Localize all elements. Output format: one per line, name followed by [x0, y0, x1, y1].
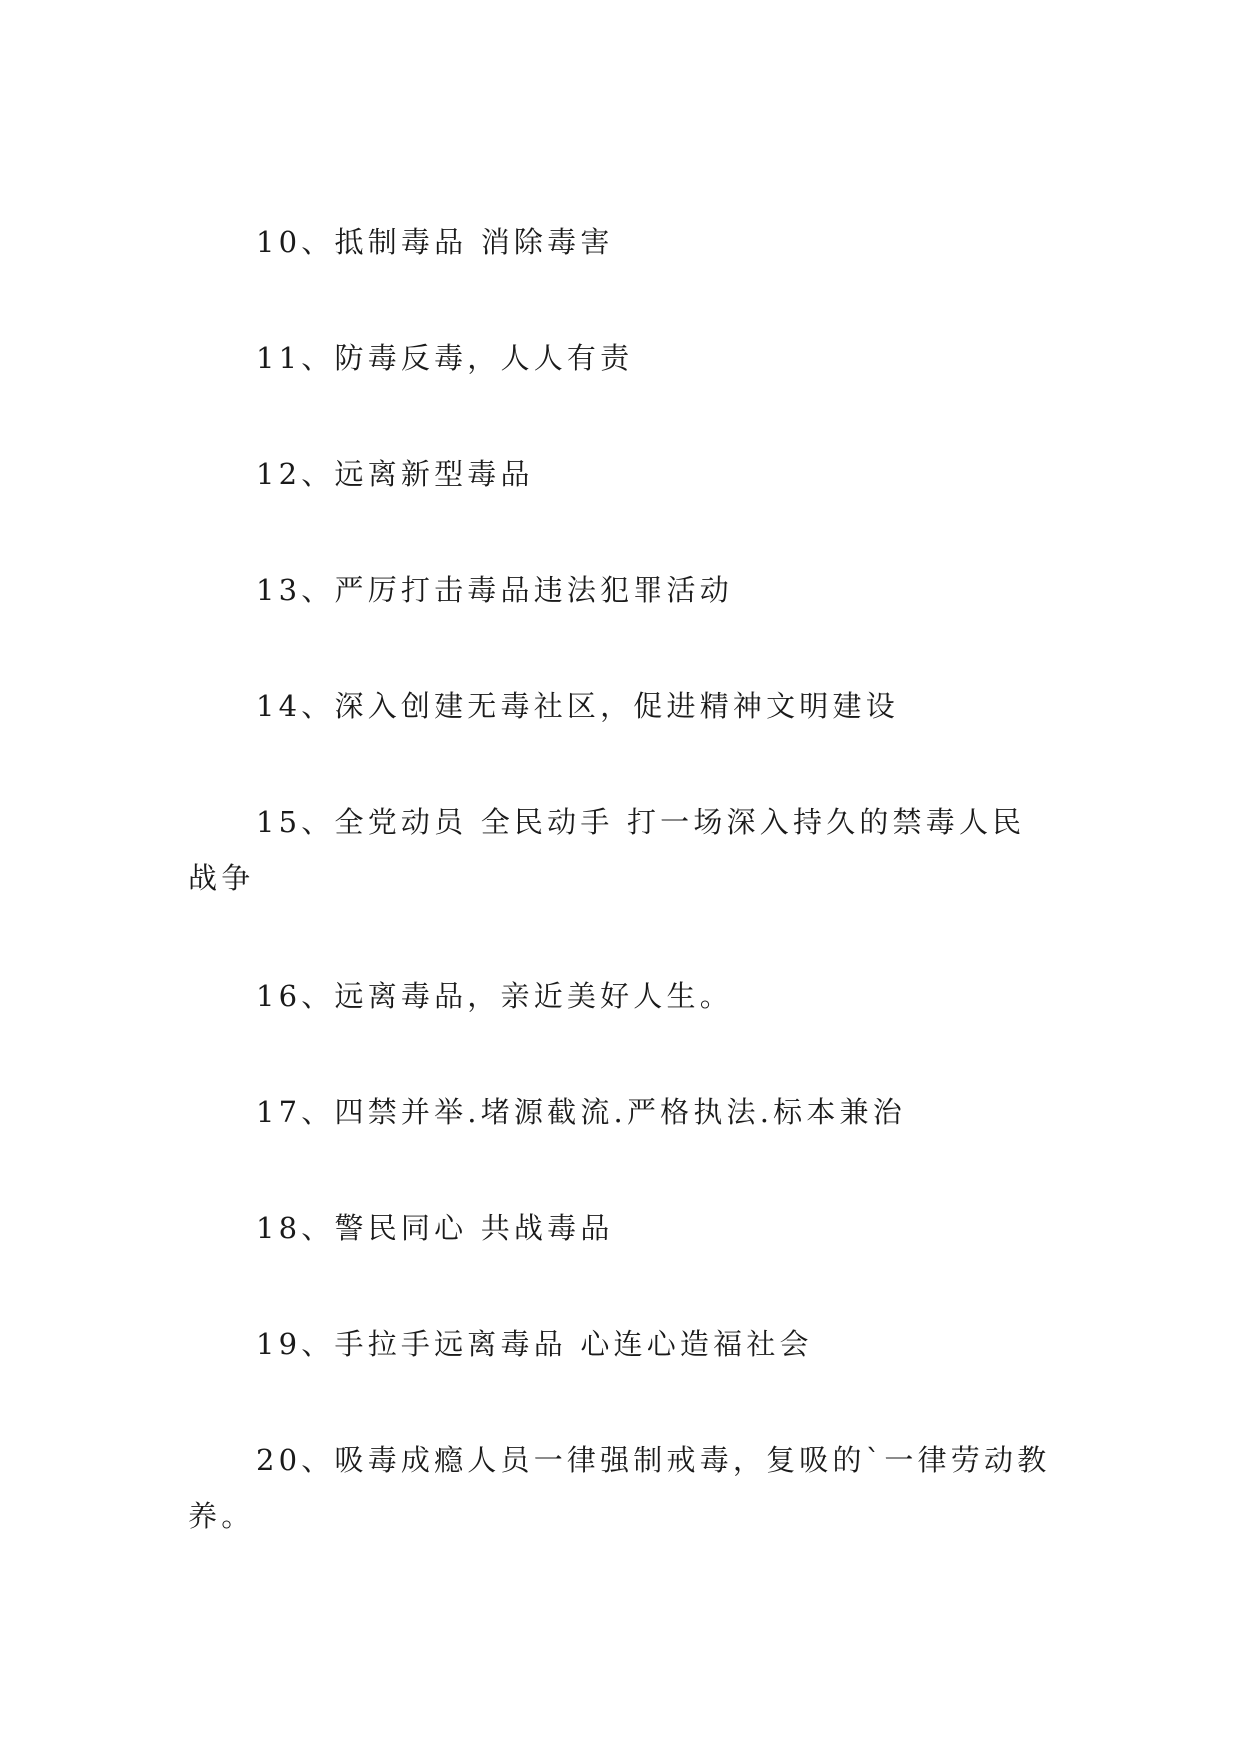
paragraph-14: 14、深入创建无毒社区，促进精神文明建设 — [256, 689, 899, 723]
paragraph-19: 19、手拉手远离毒品 心连心造福社会 — [256, 1327, 813, 1361]
paragraph-12: 12、远离新型毒品 — [256, 457, 534, 491]
paragraph-11: 11、防毒反毒，人人有责 — [256, 341, 634, 375]
paragraph-10: 10、抵制毒品 消除毒害 — [256, 225, 614, 259]
paragraph-20: 20、吸毒成瘾人员一律强制戒毒，复吸的`一律劳动教养。 — [188, 1443, 1051, 1533]
paragraph-16: 16、远离毒品，亲近美好人生。 — [256, 979, 733, 1013]
paragraph-15: 15、全党动员 全民动手 打一场深入持久的禁毒人民战争 — [188, 805, 1026, 895]
paragraph-13: 13、严厉打击毒品违法犯罪活动 — [256, 573, 733, 607]
paragraph-18: 18、警民同心 共战毒品 — [256, 1211, 614, 1245]
paragraph-17: 17、四禁并举.堵源截流.严格执法.标本兼治 — [256, 1095, 906, 1129]
